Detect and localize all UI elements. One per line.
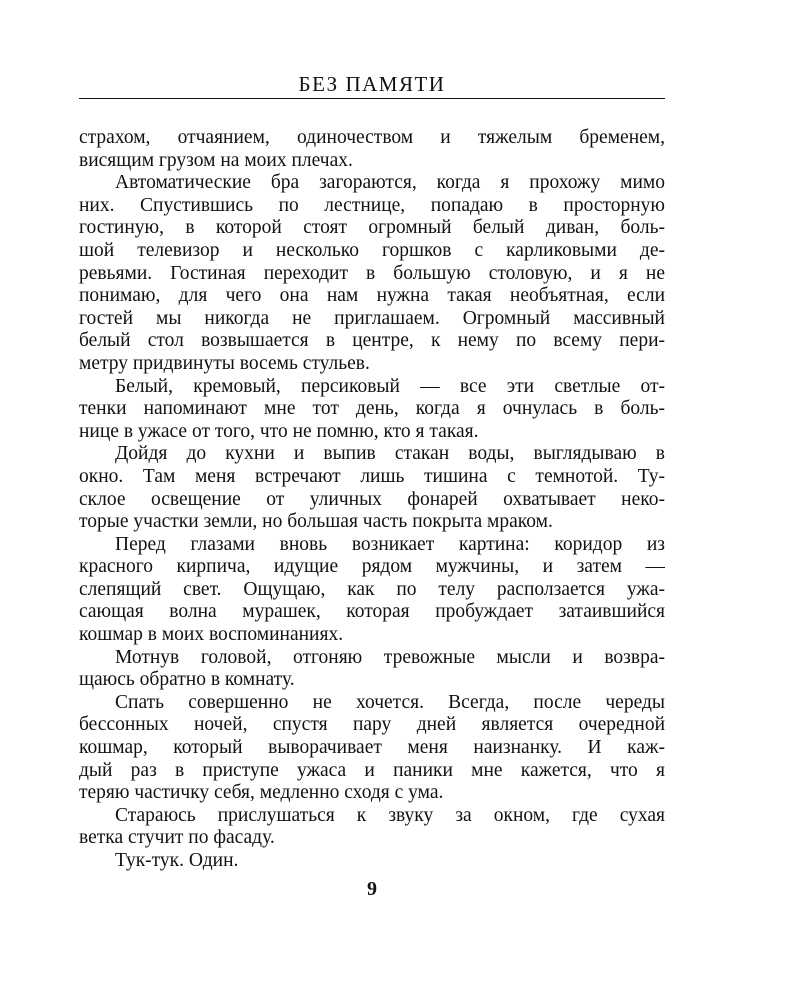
text-line: слепящий свет. Ощущаю, как по телу расползается ужа- bbox=[79, 578, 665, 600]
text-line: дый раз в приступе ужаса и паники мне кажется, что я bbox=[79, 759, 665, 781]
text-line: гостиную, в которой стоят огромный белый диван, боль- bbox=[79, 217, 665, 239]
text-line: Перед глазами вновь возникает картина: коридор из bbox=[115, 533, 665, 555]
text-line: торые участки земли, но большая часть покрыта мраком. bbox=[79, 511, 553, 533]
text-line: понимаю, для чего она нам нужна такая необъятная, если bbox=[79, 285, 665, 307]
text-line: Стараюсь прислушаться к звуку за окном, где сухая bbox=[115, 804, 665, 826]
body-text bbox=[79, 127, 665, 873]
text-line: метру придвинуты восемь стульев. bbox=[79, 352, 370, 374]
text-line: склое освещение от уличных фонарей охватывает неко- bbox=[79, 488, 665, 510]
text-line: Дойдя до кухни и выпив стакан воды, выглядываю в bbox=[115, 443, 665, 465]
text-line: красного кирпича, идущие рядом мужчины, и затем — bbox=[79, 556, 665, 578]
text-line: кошмар, который выворачивает меня наизнанку. И каж- bbox=[79, 737, 665, 759]
text-line: Автоматические бра загораются, когда я прохожу мимо bbox=[115, 172, 665, 194]
text-line: кошмар в моих воспоминаниях. bbox=[79, 624, 344, 646]
text-line: висящим грузом на моих плечах. bbox=[79, 149, 353, 171]
text-line: теряю частичку себя, медленно сходя с ума. bbox=[79, 782, 444, 804]
text-line: бессонных ночей, спустя пару дней является очередной bbox=[79, 714, 665, 736]
text-line: щаюсь обратно в комнату. bbox=[79, 669, 295, 691]
text-line: белый стол возвышается в центре, к нему по всему пери- bbox=[79, 330, 665, 352]
text-line: нице в ужасе от того, что не помню, кто я такая. bbox=[79, 420, 479, 442]
text-line: Спать совершенно не хочется. Всегда, после череды bbox=[115, 691, 665, 713]
text-line: сающая волна мурашек, которая пробуждает затаившийся bbox=[79, 601, 665, 623]
text-line: тенки напоминают мне тот день, когда я очнулась в боль- bbox=[79, 398, 665, 420]
text-line: них. Спустившись по лестнице, попадаю в просторную bbox=[79, 194, 665, 216]
text-line: ветка стучит по фасаду. bbox=[79, 827, 275, 849]
page-number: 9 bbox=[367, 878, 377, 900]
text-line: Мотнув головой, отгоняю тревожные мысли и возвра- bbox=[115, 646, 665, 668]
running-head: БЕЗ ПАМЯТИ bbox=[298, 72, 446, 96]
header-rule bbox=[79, 98, 665, 99]
text-line: гостей мы никогда не приглашаем. Огромный массивный bbox=[79, 307, 665, 329]
book-page bbox=[79, 0, 665, 1000]
text-line: окно. Там меня встречают лишь тишина с темнотой. Ту- bbox=[79, 465, 665, 487]
text-line: страхом, отчаянием, одиночеством и тяжелым бременем, bbox=[79, 127, 665, 148]
text-line: Тук-тук. Один. bbox=[115, 850, 239, 871]
text-line: Белый, кремовый, персиковый — все эти светлые от- bbox=[115, 375, 665, 397]
text-line: ревьями. Гостиная переходит в большую столовую, и я не bbox=[79, 262, 665, 284]
text-line: шой телевизор и несколько горшков с карликовыми де- bbox=[79, 239, 665, 261]
